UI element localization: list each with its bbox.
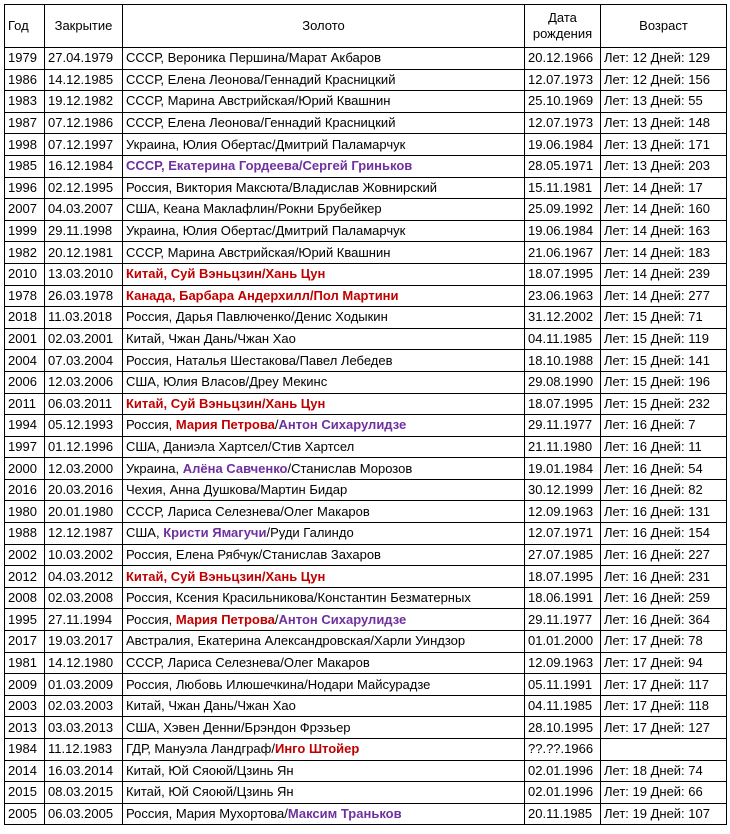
gold-segment: СССР, Екатерина Гордеева/Сергей Гриньков [126,158,413,174]
cell-closing: 20.12.1981 [45,242,123,264]
cell-age: Лет: 13 Дней: 148 [601,112,727,134]
cell-birth: 18.10.1988 [525,350,601,372]
table-row [5,242,727,264]
cell-gold [123,739,525,761]
gold-segment: Антон Сихарулидзе [278,417,407,433]
cell-birth: 02.01.1996 [525,760,601,782]
cell-age: Лет: 13 Дней: 203 [601,155,727,177]
cell-gold [123,782,525,804]
cell-closing: 07.03.2004 [45,350,123,372]
cell-age: Лет: 16 Дней: 11 [601,436,727,458]
table-row [5,69,727,91]
table-row [5,48,727,70]
cell-closing: 02.03.2001 [45,328,123,350]
cell-year: 2007 [5,199,45,221]
cell-gold [123,112,525,134]
cell-age: Лет: 14 Дней: 277 [601,285,727,307]
cell-closing: 04.03.2012 [45,566,123,588]
cell-gold [123,479,525,501]
cell-gold [123,91,525,113]
gold-segment: СССР, Марина Австрийская/Юрий Квашнин [126,93,391,109]
cell-closing: 02.12.1995 [45,177,123,199]
cell-year: 2003 [5,695,45,717]
table-row [5,393,727,415]
gold-segment: Украина, [126,460,183,476]
gold-segment: Россия, Наталья Шестакова/Павел Лебедев [126,352,393,368]
table-row [5,566,727,588]
cell-age: Лет: 12 Дней: 156 [601,69,727,91]
cell-year: 1980 [5,501,45,523]
cell-age: Лет: 18 Дней: 74 [601,760,727,782]
cell-age: Лет: 16 Дней: 227 [601,544,727,566]
cell-gold [123,652,525,674]
cell-gold [123,155,525,177]
cell-gold [123,458,525,480]
cell-age: Лет: 14 Дней: 17 [601,177,727,199]
table-row [5,328,727,350]
cell-age: Лет: 16 Дней: 231 [601,566,727,588]
cell-year: 1999 [5,220,45,242]
cell-gold [123,631,525,653]
cell-age: Лет: 14 Дней: 183 [601,242,727,264]
gold-segment: Китай, Чжан Дань/Чжан Хао [126,331,296,347]
cell-gold [123,242,525,264]
cell-birth: 30.12.1999 [525,479,601,501]
cell-year: 2013 [5,717,45,739]
cell-year: 2012 [5,566,45,588]
cell-gold [123,717,525,739]
cell-gold [123,415,525,437]
cell-closing: 02.03.2003 [45,695,123,717]
cell-closing: 20.03.2016 [45,479,123,501]
cell-age: Лет: 16 Дней: 7 [601,415,727,437]
cell-age: Лет: 16 Дней: 54 [601,458,727,480]
cell-year: 2011 [5,393,45,415]
header-gold: Золото [123,5,525,48]
cell-year: 2009 [5,674,45,696]
cell-birth: 12.09.1963 [525,652,601,674]
cell-year: 1998 [5,134,45,156]
table-row [5,739,727,761]
cell-closing: 29.11.1998 [45,220,123,242]
cell-birth: 19.06.1984 [525,134,601,156]
cell-gold [123,695,525,717]
gold-segment: Алёна Савченко [182,460,288,476]
cell-closing: 11.03.2018 [45,307,123,329]
cell-year: 1996 [5,177,45,199]
cell-closing: 01.12.1996 [45,436,123,458]
gold-segment: Россия, Елена Рябчук/Станислав Захаров [126,546,381,562]
table-row [5,458,727,480]
cell-gold [123,544,525,566]
cell-year: 2000 [5,458,45,480]
table-row [5,199,727,221]
cell-birth: 05.11.1991 [525,674,601,696]
table-row [5,112,727,134]
gold-segment: СССР, Лариса Селезнева/Олег Макаров [126,654,370,670]
cell-age: Лет: 14 Дней: 239 [601,263,727,285]
table-body [5,48,727,825]
table-row [5,415,727,437]
cell-gold [123,371,525,393]
cell-birth: 18.07.1995 [525,263,601,285]
table-row [5,501,727,523]
cell-year: 1981 [5,652,45,674]
table-row [5,760,727,782]
gold-segment: Россия, [126,417,176,433]
cell-birth: 29.08.1990 [525,371,601,393]
gold-segment: СССР, Лариса Селезнева/Олег Макаров [126,503,370,519]
cell-age: Лет: 13 Дней: 171 [601,134,727,156]
gold-segment: Россия, Мария Мухортова/ [126,806,288,822]
gold-segment: Мария Петрова [175,417,275,433]
table-row [5,155,727,177]
table-row [5,371,727,393]
results-table [4,4,727,825]
cell-birth: 20.11.1985 [525,803,601,825]
cell-birth: 19.06.1984 [525,220,601,242]
table-row [5,307,727,329]
cell-gold [123,263,525,285]
cell-age: Лет: 16 Дней: 82 [601,479,727,501]
table-row [5,91,727,113]
table-row [5,674,727,696]
gold-segment: Россия, Ксения Красильникова/Константин Безматерных [126,590,471,606]
cell-closing: 16.12.1984 [45,155,123,177]
cell-year: 1983 [5,91,45,113]
cell-birth: 12.09.1963 [525,501,601,523]
cell-birth: 31.12.2002 [525,307,601,329]
gold-segment: США, Хэвен Денни/Брэндон Фрэзьер [126,719,351,735]
cell-gold [123,220,525,242]
cell-year: 2017 [5,631,45,653]
table-row [5,717,727,739]
cell-closing: 07.12.1997 [45,134,123,156]
cell-year: 1984 [5,739,45,761]
table-row [5,587,727,609]
cell-gold [123,436,525,458]
cell-year: 2014 [5,760,45,782]
cell-year: 1988 [5,523,45,545]
cell-closing: 03.03.2013 [45,717,123,739]
gold-segment: ГДР, Мануэла Ландграф/ [126,741,275,757]
cell-birth: 21.11.1980 [525,436,601,458]
cell-closing: 06.03.2005 [45,803,123,825]
gold-segment: США, Кеана Маклафлин/Рокни Брубейкер [126,201,382,217]
cell-gold [123,609,525,631]
cell-age: Лет: 15 Дней: 232 [601,393,727,415]
cell-closing: 02.03.2008 [45,587,123,609]
table-row [5,803,727,825]
gold-segment: Чехия, Анна Душкова/Мартин Бидар [126,482,348,498]
cell-age: Лет: 17 Дней: 94 [601,652,727,674]
cell-birth: 12.07.1973 [525,112,601,134]
table-row [5,544,727,566]
cell-age: Лет: 17 Дней: 127 [601,717,727,739]
cell-year: 2002 [5,544,45,566]
cell-year: 2018 [5,307,45,329]
cell-birth: 25.10.1969 [525,91,601,113]
cell-gold [123,803,525,825]
cell-birth: 02.01.1996 [525,782,601,804]
gold-segment: Китай, Суй Вэньцзин/Хань Цун [126,568,326,584]
header-year: Год [5,5,45,48]
cell-closing: 13.03.2010 [45,263,123,285]
cell-closing: 19.12.1982 [45,91,123,113]
cell-age: Лет: 14 Дней: 163 [601,220,727,242]
cell-birth: 20.12.1966 [525,48,601,70]
gold-segment: Австралия, Екатерина Александровская/Харли Уиндзор [126,633,466,649]
gold-segment: Украина, Юлия Обертас/Дмитрий Паламарчук [126,136,406,152]
cell-birth: 18.06.1991 [525,587,601,609]
cell-age: Лет: 16 Дней: 259 [601,587,727,609]
cell-closing: 14.12.1985 [45,69,123,91]
header-age: Возраст [601,5,727,48]
gold-segment: / [274,417,279,433]
gold-segment: США, Даниэла Хартсел/Стив Хартсел [126,438,355,454]
cell-birth: 28.05.1971 [525,155,601,177]
cell-year: 1995 [5,609,45,631]
cell-age: Лет: 19 Дней: 107 [601,803,727,825]
cell-closing: 04.03.2007 [45,199,123,221]
cell-age: Лет: 16 Дней: 364 [601,609,727,631]
cell-birth: 18.07.1995 [525,566,601,588]
cell-year: 2016 [5,479,45,501]
table-row [5,177,727,199]
table-row [5,782,727,804]
cell-closing: 06.03.2011 [45,393,123,415]
gold-segment: Антон Сихарулидзе [278,611,407,627]
gold-segment: СССР, Елена Леонова/Геннадий Красницкий [126,71,396,87]
cell-closing: 12.03.2006 [45,371,123,393]
table-row [5,350,727,372]
gold-segment: Максим Траньков [287,806,402,822]
cell-year: 1997 [5,436,45,458]
cell-gold [123,285,525,307]
table-row [5,436,727,458]
cell-age: Лет: 14 Дней: 160 [601,199,727,221]
cell-year: 1985 [5,155,45,177]
cell-closing: 12.12.1987 [45,523,123,545]
table-row [5,523,727,545]
cell-year: 1978 [5,285,45,307]
cell-closing: 27.11.1994 [45,609,123,631]
cell-year: 1987 [5,112,45,134]
table-row [5,631,727,653]
gold-segment: Россия, Любовь Илюшечкина/Нодари Майсурадзе [126,676,431,692]
gold-segment: Россия, Виктория Максюта/Владислав Жовнирский [126,179,437,195]
cell-age: Лет: 17 Дней: 117 [601,674,727,696]
gold-segment: Мария Петрова [175,611,275,627]
cell-closing: 16.03.2014 [45,760,123,782]
cell-gold [123,566,525,588]
cell-year: 2015 [5,782,45,804]
gold-segment: Россия, Дарья Павлюченко/Денис Ходыкин [126,309,388,325]
gold-segment: Россия, [126,611,176,627]
cell-closing: 08.03.2015 [45,782,123,804]
header-closing: Закрытие [45,5,123,48]
cell-year: 2006 [5,371,45,393]
cell-gold [123,501,525,523]
gold-segment: Инго Штойер [274,741,360,757]
cell-age: Лет: 17 Дней: 78 [601,631,727,653]
cell-closing: 27.04.1979 [45,48,123,70]
cell-birth: 19.01.1984 [525,458,601,480]
cell-birth: 18.07.1995 [525,393,601,415]
table-row [5,695,727,717]
cell-gold [123,69,525,91]
cell-age: Лет: 15 Дней: 141 [601,350,727,372]
gold-segment: Канада, Барбара Андерхилл/Пол Мартини [126,287,399,303]
cell-age: Лет: 13 Дней: 55 [601,91,727,113]
cell-year: 1994 [5,415,45,437]
cell-birth: ??.??.1966 [525,739,601,761]
cell-gold [123,674,525,696]
table-row [5,609,727,631]
table-row [5,479,727,501]
gold-segment: Китай, Чжан Дань/Чжан Хао [126,698,296,714]
cell-gold [123,134,525,156]
cell-birth: 28.10.1995 [525,717,601,739]
table-row [5,220,727,242]
cell-gold [123,307,525,329]
gold-segment: Китай, Юй Сяоюй/Цзинь Ян [126,762,294,778]
cell-birth: 21.06.1967 [525,242,601,264]
cell-birth: 12.07.1971 [525,523,601,545]
cell-birth: 29.11.1977 [525,415,601,437]
cell-gold [123,587,525,609]
cell-closing: 14.12.1980 [45,652,123,674]
cell-year: 2010 [5,263,45,285]
cell-gold [123,393,525,415]
gold-segment: Китай, Юй Сяоюй/Цзинь Ян [126,784,294,800]
gold-segment: СССР, Вероника Першина/Марат Акбаров [126,50,382,66]
cell-year: 2004 [5,350,45,372]
cell-birth: 01.01.2000 [525,631,601,653]
cell-age: Лет: 19 Дней: 66 [601,782,727,804]
cell-age: Лет: 16 Дней: 154 [601,523,727,545]
gold-segment: Кристи Ямагучи [163,525,267,541]
cell-age: Лет: 15 Дней: 71 [601,307,727,329]
cell-closing: 26.03.1978 [45,285,123,307]
cell-year: 2001 [5,328,45,350]
cell-closing: 07.12.1986 [45,112,123,134]
cell-year: 2008 [5,587,45,609]
cell-closing: 05.12.1993 [45,415,123,437]
table-row [5,285,727,307]
gold-segment: Украина, Юлия Обертас/Дмитрий Паламарчук [126,223,406,239]
cell-birth: 29.11.1977 [525,609,601,631]
gold-segment: Китай, Суй Вэньцзин/Хань Цун [126,395,326,411]
cell-year: 1979 [5,48,45,70]
cell-closing: 12.03.2000 [45,458,123,480]
cell-age: Лет: 15 Дней: 119 [601,328,727,350]
table-row [5,134,727,156]
cell-birth: 04.11.1985 [525,695,601,717]
header-birth: Дата рождения [525,5,601,48]
cell-gold [123,199,525,221]
cell-birth: 25.09.1992 [525,199,601,221]
header-row [5,5,727,48]
cell-gold [123,523,525,545]
cell-gold [123,760,525,782]
cell-closing: 20.01.1980 [45,501,123,523]
cell-age: Лет: 12 Дней: 129 [601,48,727,70]
cell-age: Лет: 15 Дней: 196 [601,371,727,393]
cell-birth: 15.11.1981 [525,177,601,199]
gold-segment: СССР, Марина Австрийская/Юрий Квашнин [126,244,391,260]
gold-segment: США, Юлия Власов/Дреу Мекинс [126,374,328,390]
gold-segment: СССР, Елена Леонова/Геннадий Красницкий [126,115,396,131]
cell-closing: 19.03.2017 [45,631,123,653]
cell-birth: 23.06.1963 [525,285,601,307]
cell-gold [123,328,525,350]
cell-year: 1986 [5,69,45,91]
cell-year: 2005 [5,803,45,825]
cell-age: Лет: 17 Дней: 118 [601,695,727,717]
cell-gold [123,48,525,70]
cell-closing: 11.12.1983 [45,739,123,761]
cell-closing: 01.03.2009 [45,674,123,696]
cell-gold [123,350,525,372]
gold-segment: США, [126,525,164,541]
gold-segment: /Станислав Морозов [287,460,413,476]
table-row [5,652,727,674]
cell-age: Лет: 16 Дней: 131 [601,501,727,523]
cell-year: 1982 [5,242,45,264]
cell-birth: 12.07.1973 [525,69,601,91]
gold-segment: / [274,611,279,627]
cell-closing: 10.03.2002 [45,544,123,566]
gold-segment: /Руди Галиндо [266,525,354,541]
cell-gold [123,177,525,199]
gold-segment: Китай, Суй Вэньцзин/Хань Цун [126,266,326,282]
table-row [5,263,727,285]
cell-birth: 27.07.1985 [525,544,601,566]
cell-age [601,739,727,761]
cell-birth: 04.11.1985 [525,328,601,350]
